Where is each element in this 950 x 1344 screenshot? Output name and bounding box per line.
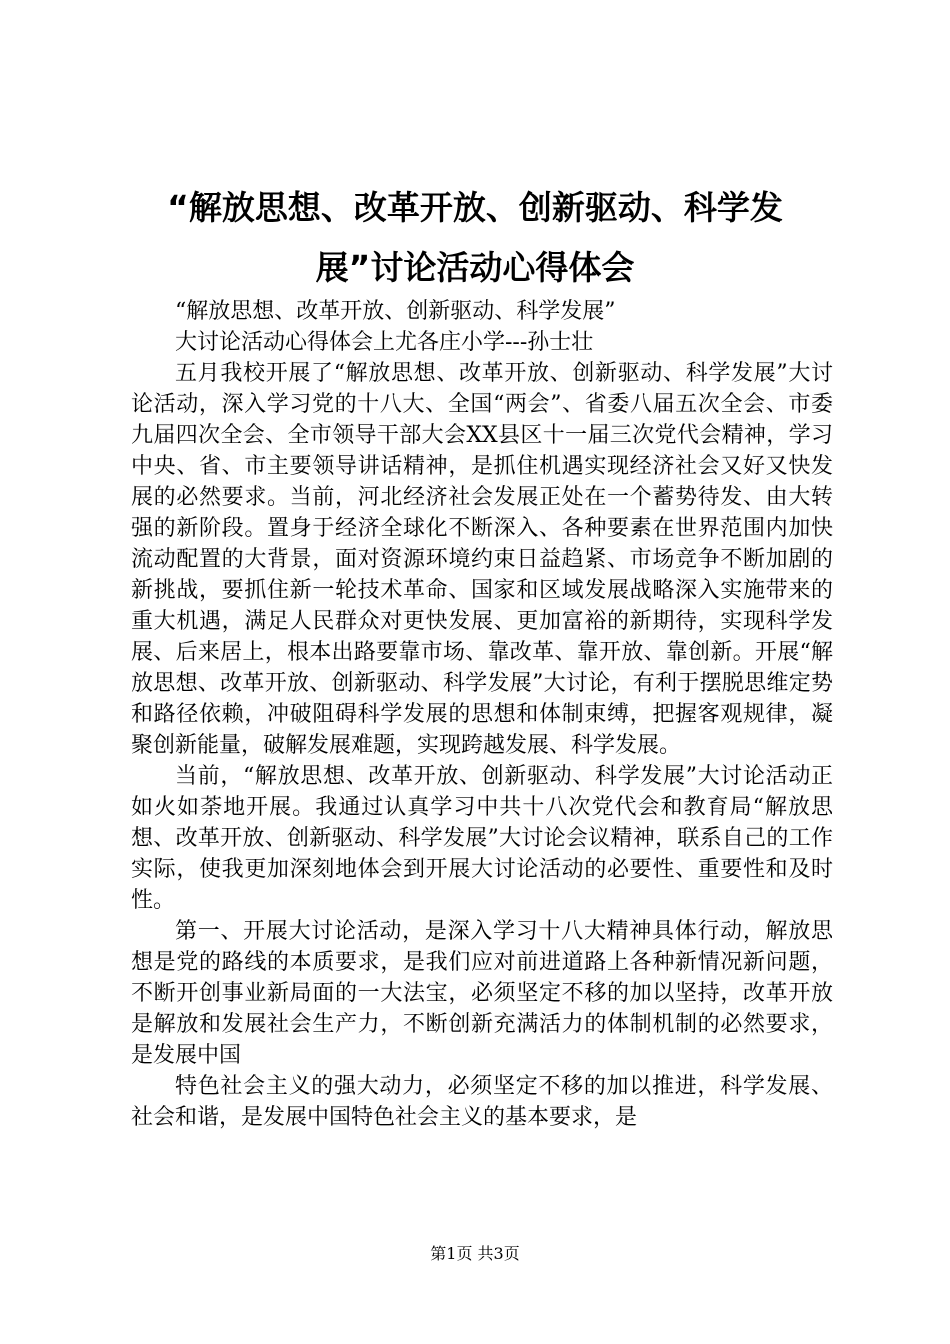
author-line: 大讨论活动心得体会上尤各庄小学---孙士壮 [175, 330, 594, 355]
body-paragraph: 当前，“解放思想、改革开放、创新驱动、科学发展”大讨论活动正如火如荼地开展。我通过认真学习中共十八次党代会和教育局“解放思想、改革开放、创新驱动、科学发展”大讨论会议精神，联系自己的工作实际，使我更加深刻地体会到开展大讨论活动的必要性、重要性和及时性。 [131, 764, 833, 913]
subtitle-line: “解放思想、改革开放、创新驱动、科学发展” [175, 299, 616, 324]
body-paragraph: 第一、开展大讨论活动，是深入学习十八大精神具体行动，解放思想是党的路线的本质要求，是我们应对前进道路上各种新情况新问题，不断开创事业新局面的一大法宝，必须坚定不移的加以坚持，改革开放是解放和发展社会生产力，不断创新充满活力的体制机制的必然要求，是发展中国 [131, 919, 833, 1068]
page-number-footer: 第1页 共3页 [430, 1244, 520, 1263]
document-body [131, 296, 833, 1133]
body-paragraph: 特色社会主义的强大动力，必须坚定不移的加以推进，科学发展、社会和谐，是发展中国特色社会主义的基本要求，是 [131, 1074, 833, 1130]
document-title-line-1: “解放思想、改革开放、创新驱动、科学发 [167, 188, 783, 227]
body-paragraph: 五月我校开展了“解放思想、改革开放、创新驱动、科学发展”大讨论活动，深入学习党的十八大、全国“两会”、省委八届五次全会、市委九届四次全会、全市领导干部大会XX县区十一届三次党代会精神，学习中央、省、市主要领导讲话精神，是抓住机遇实现经济社会又好又快发展的必然要求。当前，河北经济社会发展正处在一个蓄势待发、由大转强的新阶段。置身于经济全球化不断深入、各种要素在世界范围内加快流动配置的大背景，面对资源环境约束日益趋紧、市场竞争不断加剧的新挑战，要抓住新一轮技术革命、国家和区域发展战略深入实施带来的重大机遇，满足人民群众对更快发展、更加富裕的新期待，实现科学发展、后来居上，根本出路要靠市场、靠改革、靠开放、靠创新。开展“解放思想、改革开放、创新驱动、科学发展”大讨论，有利于摆脱思维定势和路径依赖，冲破阻碍科学发展的思想和体制束缚，把握客观规律，凝聚创新能量，破解发展难题，实现跨越发展、科学发展。 [131, 361, 833, 758]
document-title-line-2: 展”讨论活动心得体会 [315, 248, 635, 287]
